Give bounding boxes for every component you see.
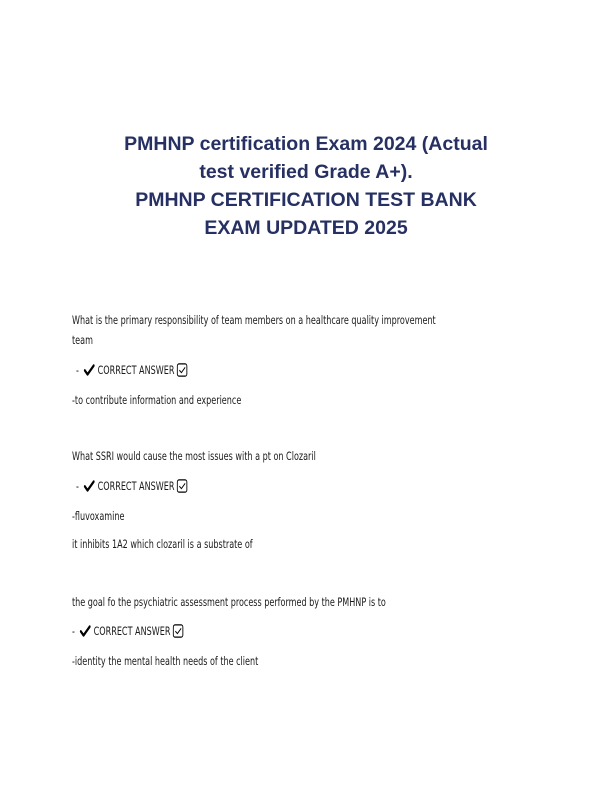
heavy-check-mark-icon [80, 624, 91, 638]
question-3-correct-answer-marker [72, 621, 184, 641]
question-3-answer: -identity the mental health needs of the client [72, 654, 259, 668]
title-line-1: PMHNP certification Exam 2024 (Actual [124, 133, 488, 155]
dash: - [72, 624, 75, 638]
heavy-check-mark-icon [84, 363, 95, 377]
checked-box-icon [177, 363, 188, 377]
correct-answer-label: CORRECT ANSWER [97, 363, 175, 377]
checked-box-icon [173, 624, 184, 638]
dash: - [76, 363, 79, 377]
checked-box-icon [177, 479, 188, 493]
heavy-check-mark-icon [84, 479, 95, 493]
correct-answer-label: CORRECT ANSWER [97, 479, 175, 493]
dash: - [76, 479, 79, 493]
question-2-text: What SSRI would cause the most issues with a pt on Clozaril [72, 449, 316, 463]
correct-answer-label: CORRECT ANSWER [93, 624, 171, 638]
document-title [60, 130, 552, 242]
question-1-text: What is the primary responsibility of team members on a healthcare quality improvement [72, 313, 436, 327]
question-3-text: the goal fo the psychiatric assessment process performed by the PMHNP is to [72, 595, 386, 609]
question-2-correct-answer-marker [76, 476, 188, 496]
title-line-4: EXAM UPDATED 2025 [204, 217, 408, 239]
title-line-3: PMHNP CERTIFICATION TEST BANK [135, 189, 477, 211]
title-line-2: test verified Grade A+). [199, 161, 413, 183]
question-1-text-cont: team [72, 333, 93, 347]
question-1-correct-answer-marker [76, 360, 188, 380]
question-2-answer-explanation: it inhibits 1A2 which clozaril is a substrate of [72, 537, 253, 551]
question-2-answer: -fluvoxamine [72, 509, 125, 523]
question-1-answer: -to contribute information and experience [72, 393, 242, 407]
